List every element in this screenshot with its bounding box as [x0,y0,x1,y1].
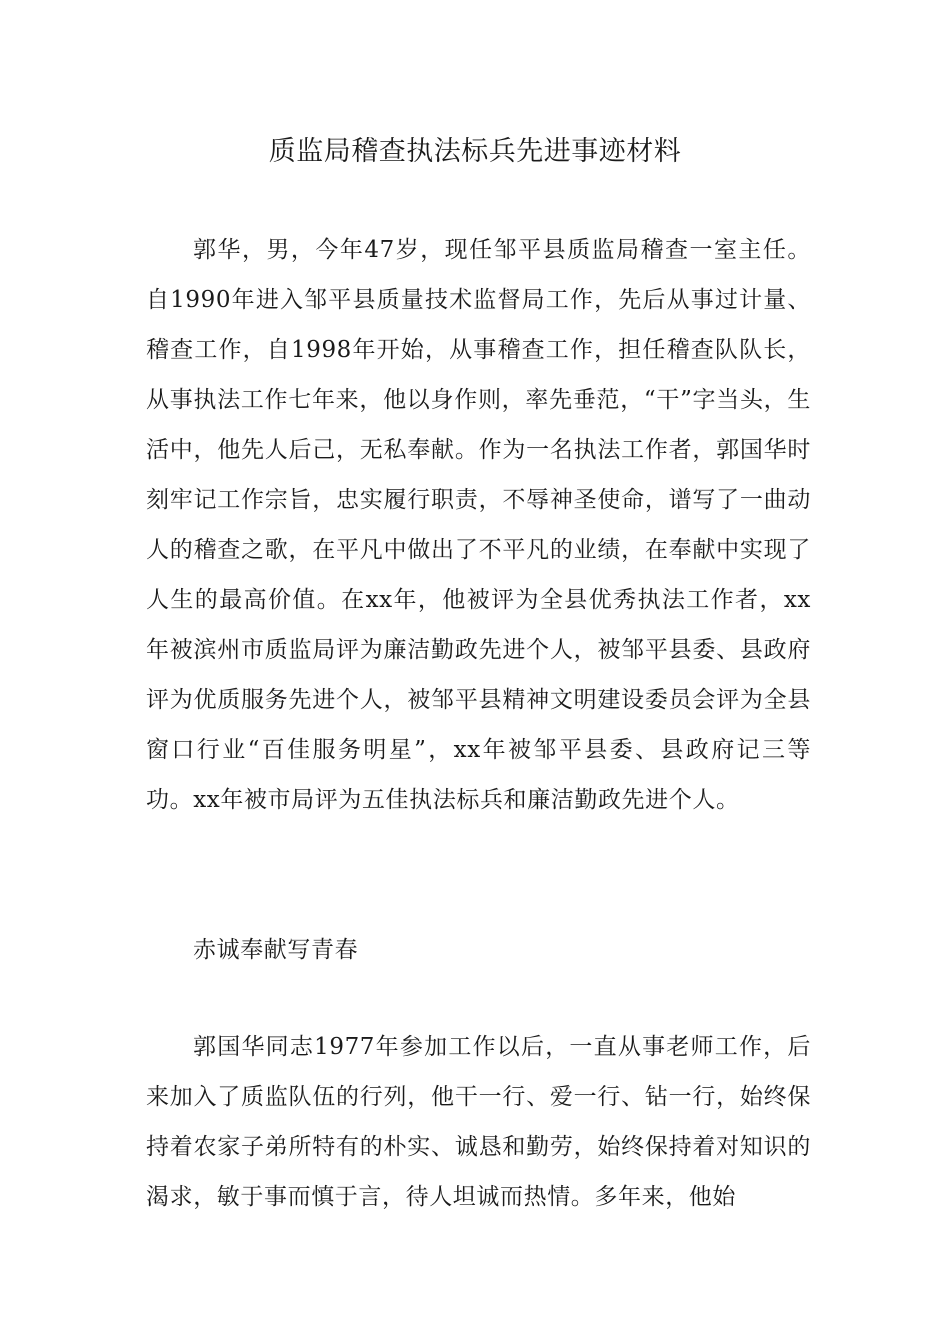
intro-paragraph: 郭华，男，今年47岁，现任邹平县质监局稽查一室主任。自1990年进入邹平县质量技术监督局工作，先后从事过计量、稽查工作，自1998年开始，从事稽查工作，担任稽查队队长，从事执法工作七年来，他以身作则，率先垂范，“干”字当头，生活中，他先人后己，无私奉献。作为一名执法工作者，郭国华时刻牢记工作宗旨，忠实履行职责，不辱神圣使命，谱写了一曲动人的稽查之歌，在平凡中做出了不平凡的业绩，在奉献中实现了人生的最高价值。在xx年，他被评为全县优秀执法工作者，xx年被滨州市质监局评为廉洁勤政先进个人，被邹平县委、县政府评为优质服务先进个人，被邹平县精神文明建设委员会评为全县窗口行业“百佳服务明星”，xx年被邹平县委、县政府记三等功。xx年被市局评为五佳执法标兵和廉洁勤政先进个人。 [146,237,811,813]
document-title: 质监局稽查执法标兵先进事迹材料 [268,136,682,167]
body-paragraph: 郭国华同志1977年参加工作以后，一直从事老师工作，后来加入了质监队伍的行列，他干一行、爱一行、钻一行，始终保持着农家子弟所特有的朴实、诚恳和勤劳，始终保持着对知识的渴求，敏于事而慎于言，待人坦诚而热情。多年来，他始 [146,1034,811,1210]
section-heading: 赤诚奉献写青春 [193,937,359,963]
